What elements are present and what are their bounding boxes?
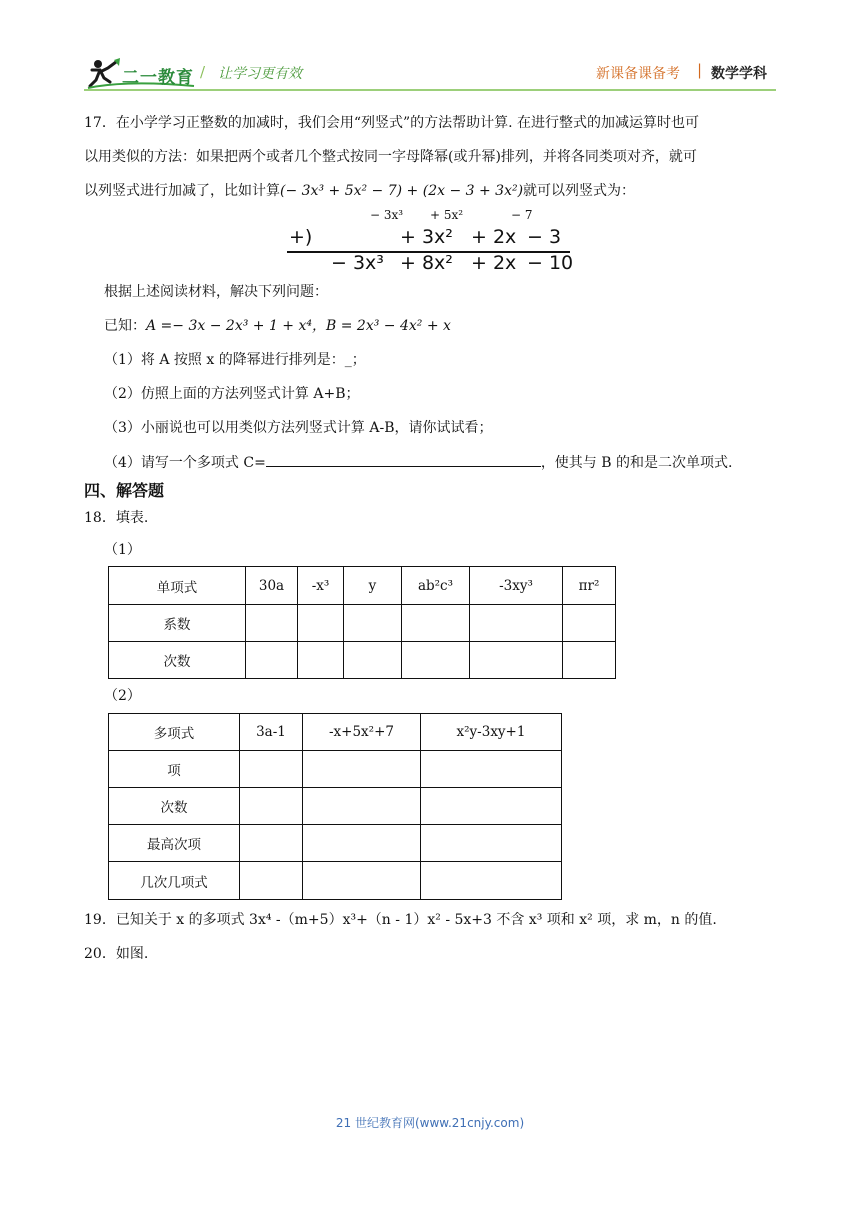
- table-row: [109, 567, 616, 605]
- q17-known: [104, 316, 451, 336]
- q19-text: 19．已知关于 x 的多项式 3x⁴ -（m+5）x³+（n - 1）x² - 5x+3 不含 x³ 项和 x² 项，求 m，n 的值.: [84, 912, 717, 928]
- table-header-cell: -x³: [298, 567, 344, 605]
- section-title: 四、解答题: [84, 481, 165, 500]
- q17-part-1: （1）将 A 按照 x 的降幂进行排列是：_；: [104, 352, 366, 368]
- vc-row3-term-2: + 8x²: [400, 252, 453, 274]
- footer-link[interactable]: 21 世纪教育网(www.21cnjy.com): [335, 1116, 525, 1130]
- q17-intro: 根据上述阅读材料，解决下列问题：: [104, 284, 328, 300]
- vc-row2-term-2: + 2x: [471, 226, 517, 248]
- table-header-cell: y: [344, 567, 402, 605]
- slogan: 让学习更有效: [218, 66, 302, 82]
- q17-line-1: 17．在小学学习正整数的加减时，我们会用“列竖式”的方法帮助计算. 在进行整式的加减运算时也可: [84, 115, 700, 131]
- vc-row3-term-4: − 10: [527, 252, 574, 274]
- table-cell[interactable]: [421, 862, 562, 900]
- table-row: [109, 825, 562, 862]
- table-row-label: 次数: [109, 642, 246, 679]
- header-separator: |: [697, 61, 703, 79]
- table-cell[interactable]: [303, 788, 421, 825]
- q17-part-4: [104, 452, 732, 473]
- table-row-label: 系数: [109, 605, 246, 642]
- vc-row1-term-1: − 3x³: [370, 208, 404, 222]
- slogan-divider: /: [200, 63, 206, 81]
- table-header-cell: 多项式: [109, 714, 240, 751]
- q17-part-4-suffix: ，使其与 B 的和是二次单项式.: [540, 455, 733, 471]
- table-row-label: 次数: [109, 788, 240, 825]
- table-cell[interactable]: [303, 825, 421, 862]
- table-header-cell: πr²: [563, 567, 616, 605]
- polynomial-table: [108, 713, 562, 900]
- monomial-table: [108, 566, 616, 679]
- table-cell[interactable]: [240, 751, 303, 788]
- table-header-cell: 3a-1: [240, 714, 303, 751]
- table-cell[interactable]: [563, 642, 616, 679]
- q17-part-3: （3）小丽说也可以用类似方法列竖式计算 A-B，请你试试看；: [104, 420, 493, 436]
- logo-text: 二一教育: [122, 68, 194, 88]
- table-header-cell: -x+5x²+7: [303, 714, 421, 751]
- table-cell[interactable]: [402, 605, 470, 642]
- vc-row2-term-1: + 3x²: [400, 226, 453, 248]
- q17-example-expression: (− 3x³ + 5x² − 7) + (2x − 3 + 3x²): [280, 183, 524, 199]
- table-cell[interactable]: [421, 825, 562, 862]
- table-header-cell: -3xy³: [470, 567, 563, 605]
- q17-line-3-prefix: 以列竖式进行加减了，比如计算: [84, 183, 280, 199]
- q17-part-4-prefix: （4）请写一个多项式 C=: [104, 455, 266, 471]
- table-cell[interactable]: [563, 605, 616, 642]
- q18-title: 18．填表.: [84, 510, 149, 526]
- table-cell[interactable]: [240, 788, 303, 825]
- q17-line-3: [84, 181, 635, 201]
- table-cell[interactable]: [421, 751, 562, 788]
- header-divider: [84, 89, 776, 91]
- table-cell[interactable]: [246, 605, 298, 642]
- table-row-label: 几次几项式: [109, 862, 240, 900]
- table-header-cell: x²y-3xy+1: [421, 714, 562, 751]
- table-header-cell: 单项式: [109, 567, 246, 605]
- table-header-cell: 30a: [246, 567, 298, 605]
- vc-row3-term-1: − 3x³: [331, 252, 384, 274]
- table-row: [109, 714, 562, 751]
- table-row: [109, 605, 616, 642]
- q18-sub-1: （1）: [104, 542, 141, 558]
- table-cell[interactable]: [421, 788, 562, 825]
- table-cell[interactable]: [298, 642, 344, 679]
- q17-part-2: （2）仿照上面的方法列竖式计算 A+B；: [104, 386, 360, 402]
- answer-blank[interactable]: [266, 452, 541, 467]
- vc-row3-term-3: + 2x: [471, 252, 517, 274]
- table-row: [109, 751, 562, 788]
- table-row: [109, 788, 562, 825]
- q17-line-3-suffix: 就可以列竖式为：: [523, 183, 636, 199]
- table-header-cell: ab²c³: [402, 567, 470, 605]
- header-course-label: 新课备课备考: [596, 66, 680, 82]
- table-cell[interactable]: [240, 862, 303, 900]
- table-row-label: 最高次项: [109, 825, 240, 862]
- table-cell[interactable]: [344, 642, 402, 679]
- table-cell[interactable]: [303, 862, 421, 900]
- table-row-label: 项: [109, 751, 240, 788]
- vc-operator: +): [289, 226, 313, 248]
- q17-known-prefix: 已知：: [104, 318, 146, 334]
- q20-text: 20．如图.: [84, 946, 149, 962]
- vc-row1-term-2: + 5x²: [430, 208, 464, 222]
- q18-sub-2: （2）: [104, 688, 141, 704]
- table-cell[interactable]: [402, 642, 470, 679]
- vc-row2-term-3: − 3: [527, 226, 562, 248]
- table-cell[interactable]: [470, 605, 563, 642]
- table-cell[interactable]: [470, 642, 563, 679]
- header-subject-label: 数学学科: [711, 66, 767, 82]
- table-cell[interactable]: [246, 642, 298, 679]
- q17-line-2: 以用类似的方法：如果把两个或者几个整式按同一字母降幂(或升幂)排列，并将各同类项对齐，就可: [84, 149, 697, 165]
- q17-known-expression: A =− 3x − 2x³ + 1 + x⁴，B = 2x³ − 4x² + x: [146, 318, 451, 334]
- table-cell[interactable]: [344, 605, 402, 642]
- table-cell[interactable]: [298, 605, 344, 642]
- vc-row1-term-3: − 7: [511, 208, 533, 222]
- table-row: [109, 642, 616, 679]
- table-row: [109, 862, 562, 900]
- table-cell[interactable]: [303, 751, 421, 788]
- table-cell[interactable]: [240, 825, 303, 862]
